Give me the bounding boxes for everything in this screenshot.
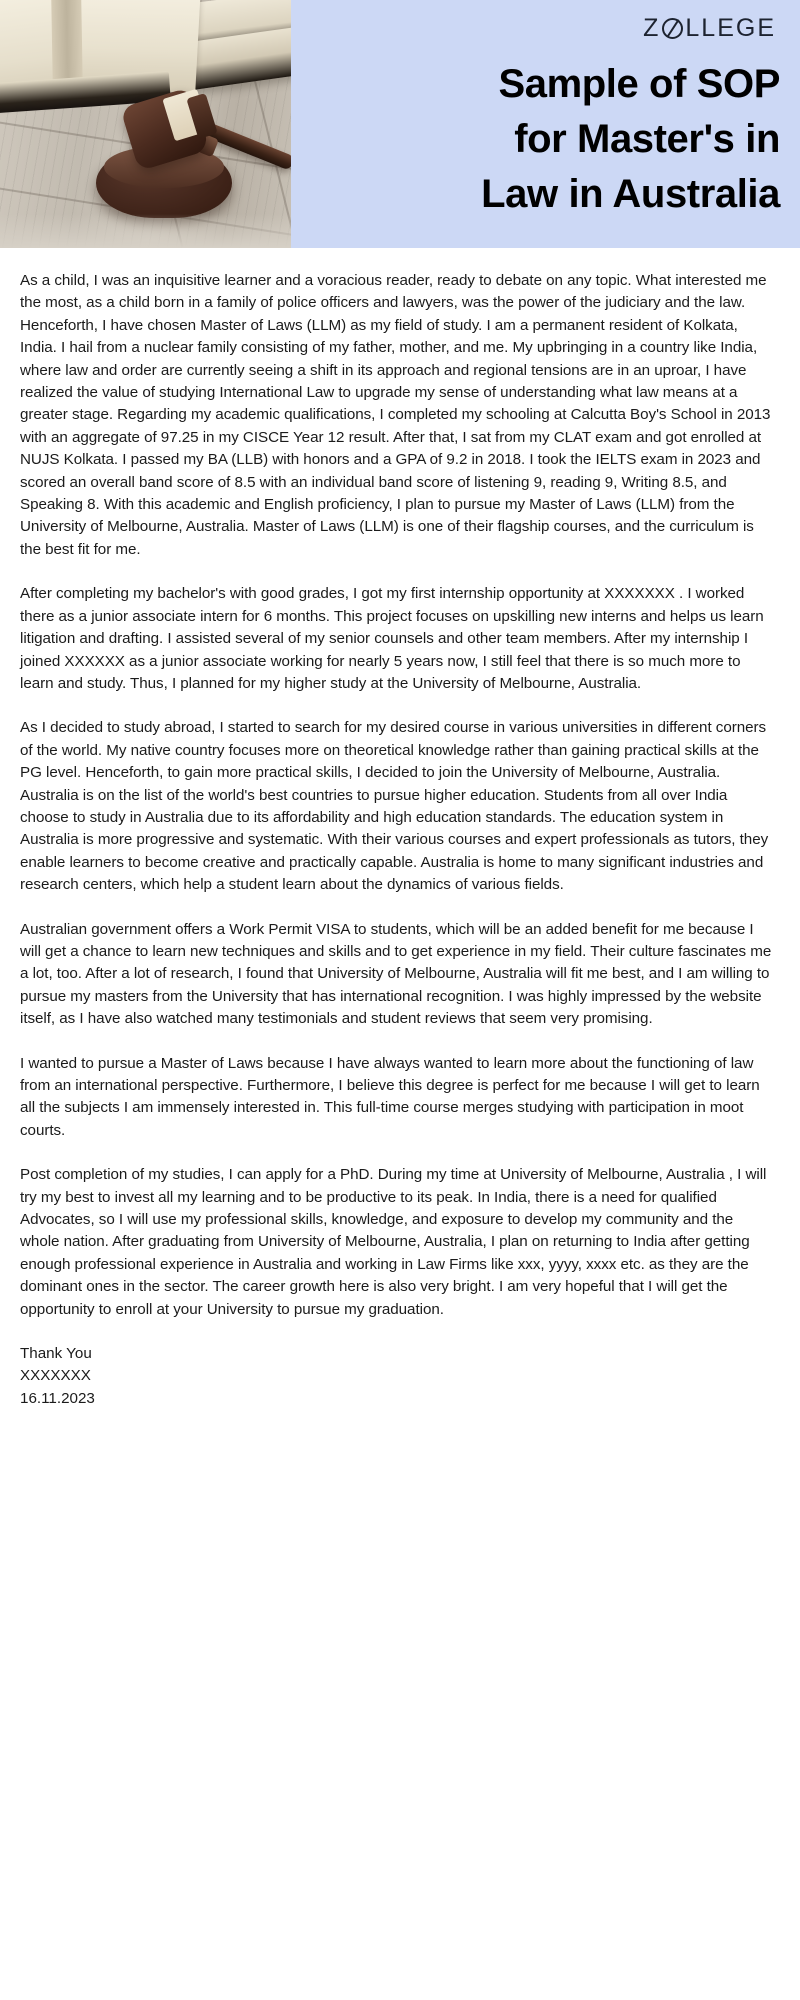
sop-paragraph: Australian government offers a Work Permit VISA to students, which will be an added benefit for me because I will get a chance to learn new techniques and skills and to get experience in my field. Their culture fascinates me a lot, too. After a lot of research, I found that University of Melbourne, Australia will fit me best, and I am willing to pursue my masters from the University that has international recognition. I was highly impressed by the website itself, as I have also watched many testimonials and student reviews that seem very promising.	[20, 920, 772, 1028]
brand-logo[interactable]	[291, 9, 786, 47]
logo-suffix: LLEGE	[685, 13, 776, 42]
gavel-law-books-photo	[0, 0, 291, 248]
page-title-line-2: for Master's in	[514, 116, 780, 161]
sop-paragraph: I wanted to pursue a Master of Laws because I have always wanted to learn more about the functioning of law from an international perspective. Furthermore, I believe this degree is perfect for me because I will get to learn all the subjects I am immensely interested in. This full-time course merges studying with participation in moot courts.	[20, 1054, 760, 1139]
sop-paragraph: As I decided to study abroad, I started to search for my desired course in various universities in different corners of the world. My native country focuses more on theoretical knowledge rather than gaining practical skills at the PG level. Henceforth, to gain more practical skills, I decided to join the University of Melbourne, Australia. Australia is on the list of the world's best countries to pursue higher education. Students from all over India choose to study in Australia due to its affordability and high education standards. The education system in Australia is more progressive and systematic. With their various courses and expert professionals as tutors, they enable learners to become creative and practically capable. Australia is home to many significant industries and research centers, which help a student learn about the dynamics of various fields.	[20, 719, 769, 894]
sop-body	[0, 248, 800, 1410]
photo-bottom-fade	[0, 214, 291, 248]
header-banner	[0, 0, 800, 248]
signature-block	[20, 1343, 774, 1410]
sop-paragraph: Post completion of my studies, I can apply for a PhD. During my time at University of Melbourne, Australia , I will try my best to invest all my learning and to be productive to its peak. In India, there is a need for qualified Advocates, so I will use my professional skills, knowledge, and exposure to develop my community and the whole nation. After graduating from University of Melbourne, Australia, I plan on returning to India after getting enough professional experience in Australia and working in Law Firms like xxx, yyyy, xxxx etc. as they are the dominant ones in the sector. The career growth here is also very bright. I am very hopeful that I will get the opportunity to enroll at your University to pursue my graduation.	[20, 1166, 767, 1318]
banner-title-block	[291, 0, 800, 248]
logo-prefix: Z	[643, 13, 661, 42]
zollege-logo-text	[643, 14, 776, 43]
signature-date: 16.11.2023	[20, 1389, 95, 1407]
page-title	[291, 47, 786, 248]
page-title-line-3: Law in Australia	[481, 172, 780, 217]
sop-paragraph: As a child, I was an inquisitive learner and a voracious reader, ready to debate on any topic. What interested me the most, as a child born in a family of police officers and lawyers, was the power of the judiciary and the law. Henceforth, I have chosen Master of Laws (LLM) as my field of study. I am a permanent resident of Kolkata, India. I hail from a nuclear family consisting of my father, mother, and me. My upbringing in a country like India, where law and order are currently seeing a shift in its approach and regional tensions are in an uproar, I have realized the value of studying International Law to upgrade my sense of understanding what law means at a greater stage. Regarding my academic qualifications, I completed my schooling at Calcutta Boy's School in 2013 with an aggregate of 97.25 in my CISCE Year 12 result. After that, I sat from my CLAT exam and got enrolled at NUJS Kolkata. I passed my BA (LLB) with honors and a GPA of 9.2 in 2018. I took the IELTS exam in 2023 and scored an overall band score of 8.5 with an individual band score of listening 9, reading 9, Writing 8.5, and Speaking 8. With this academic and English proficiency, I plan to pursue my Master of Laws (LLM) from the University of Melbourne, Australia. Master of Laws (LLM) is one of their flagship courses, and the curriculum is the best fit for me.	[20, 272, 771, 558]
page-title-line-1: Sample of SOP	[498, 61, 780, 106]
sop-paragraph: After completing my bachelor's with good grades, I got my first internship opportunity at XXXXXXX . I worked there as a junior associate intern for 6 months. This project focuses on upskilling new interns and helps us learn litigation and drafting. I assisted several of my senior counsels and other team members. After my internship I joined XXXXXX as a junior associate working for nearly 5 years now, I still feel that there is so much more to learn and study. Thus, I planned for my higher study at the University of Melbourne, Australia.	[20, 585, 764, 692]
signature-name: XXXXXXX	[20, 1367, 91, 1385]
slashed-o-logo-mark-icon	[661, 17, 684, 40]
signature-closing: Thank You	[20, 1345, 92, 1363]
